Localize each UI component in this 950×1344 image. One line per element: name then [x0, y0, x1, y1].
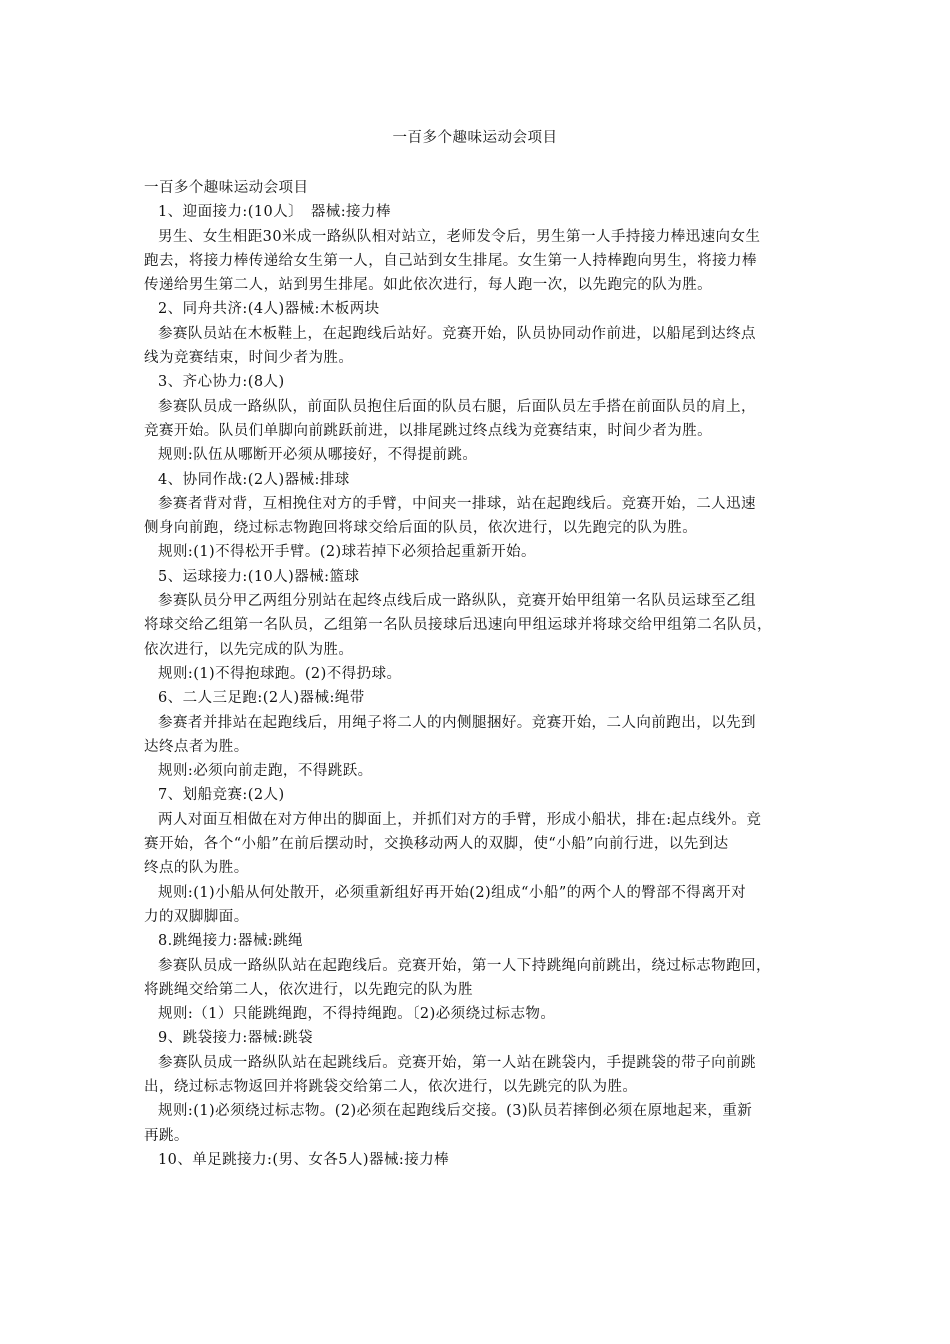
text-line: 规则:（1）只能跳绳跑，不得持绳跑。〔2)必须绕过标志物。	[158, 1006, 556, 1023]
text-line: 跑去，将接力棒传递给女生第一人，自己站到女生排尾。女生第一人持棒跑向男生，将接力棒	[144, 252, 757, 269]
text-line: 6、二人三足跑:(2人)器械:绳带	[158, 690, 365, 707]
document-body	[144, 176, 808, 1172]
text-line: 3、齐心协力:(8人)	[158, 374, 285, 391]
text-line: 规则:(1)必须绕过标志物。(2)必须在起跑线后交接。(3)队员若摔倒必须在原地起来，重新	[158, 1103, 753, 1120]
text-line: 1、迎面接力:(10人〕 器械:接力棒	[158, 204, 391, 221]
text-line: 出，绕过标志物返回并将跳袋交给第二人，依次进行，以先跳完的队为胜。	[144, 1078, 638, 1095]
text-line: 规则:队伍从哪断开必须从哪接好，不得提前跳。	[158, 447, 478, 464]
text-line: 竞赛开始。队员们单脚向前跳跃前进，以排尾跳过终点线为竞赛结束，时间少者为胜。	[144, 422, 713, 439]
text-line: 参赛队员成一路纵队，前面队员抱住后面的队员右腿，后面队员左手搭在前面队员的肩上，	[158, 398, 756, 415]
text-line: 一百多个趣味运动会项目	[144, 180, 309, 196]
text-line: 线为竞赛结束，时间少者为胜。	[144, 350, 354, 367]
text-line: 达终点者为胜。	[144, 738, 249, 755]
text-line: 将球交给乙组第一名队员，乙组第一名队员接球后迅速向甲组运球并将球交给甲组第二名队员，	[144, 617, 772, 634]
text-line: 力的双脚脚面。	[144, 908, 249, 925]
text-line: 传递给男生第二人，站到男生排尾。如此依次进行，每人跑一次，以先跑完的队为胜。	[144, 277, 713, 294]
text-line: 赛开始，各个“小船”在前后摆动时，交换移动两人的双脚，使“小船”向前行进，以先到达	[144, 836, 729, 853]
document-title: 一百多个趣味运动会项目	[392, 130, 558, 146]
text-line: 将跳绳交给第二人，依次进行，以先跑完的队为胜	[144, 981, 473, 998]
text-line: 两人对面互相做在对方伸出的脚面上，并抓们对方的手臂，形成小船状，排在:起点线外。竞	[158, 811, 762, 828]
text-line: 参赛队员分甲乙两组分别站在起终点线后成一路纵队，竞赛开始甲组第一名队员运球至乙组	[158, 593, 756, 610]
text-line: 规则:(1)小船从何处散开，必须重新组好再开始(2)组成“小船”的两个人的臀部不得离开对	[158, 884, 747, 901]
text-line: 规则:必须向前走跑，不得跳跃。	[158, 763, 373, 780]
text-line: 参赛队员成一路纵队站在起跳线后。竞赛开始，第一人站在跳袋内，手提跳袋的带子向前跳	[158, 1054, 756, 1071]
text-line: 2、同舟共济:(4人)器械:木板两块	[158, 301, 380, 318]
text-line: 参赛队员站在木板鞋上，在起跑线后站好。竞赛开始，队员协同动作前进，以船尾到达终点	[158, 325, 756, 342]
text-line: 规则:(1)不得抱球跑。(2)不得扔球。	[158, 665, 402, 682]
text-line: 侧身向前跑，绕过标志物跑回将球交给后面的队员，依次进行，以先跑完的队为胜。	[144, 520, 698, 537]
text-line: 参赛者背对背，互相挽住对方的手臂，中间夹一排球，站在起跑线后。竞赛开始，二人迅速	[158, 495, 756, 512]
text-line: 参赛队员成一路纵队站在起跑线后。竞赛开始，第一人下持跳绳向前跳出，绕过标志物跑回，	[158, 957, 771, 974]
text-line: 10、单足跳接力:(男、女各5人)器械:接力棒	[158, 1151, 450, 1168]
text-line: 终点的队为胜。	[144, 860, 249, 877]
text-line: 9、跳袋接力:器械:跳袋	[158, 1030, 313, 1047]
text-line: 参赛者并排站在起跑线后，用绳子将二人的内侧腿捆好。竞赛开始，二人向前跑出，以先到	[158, 714, 756, 731]
text-line: 男生、女生相距30米成一路纵队相对站立，老师发令后，男生第一人手持接力棒迅速向女生	[158, 228, 761, 245]
text-line: 5、运球接力:(10人)器械:篮球	[158, 568, 360, 585]
text-line: 依次进行，以先完成的队为胜。	[144, 641, 354, 658]
text-line: 8.跳绳接力:器械:跳绳	[158, 933, 304, 950]
text-line: 4、协同作战:(2人)器械:排球	[158, 471, 350, 488]
text-line: 再跳。	[144, 1127, 189, 1144]
text-line: 规则:(1)不得松开手臂。(2)球若掉下必须拾起重新开始。	[158, 544, 537, 561]
text-line: 7、划船竞赛:(2人)	[158, 787, 285, 804]
